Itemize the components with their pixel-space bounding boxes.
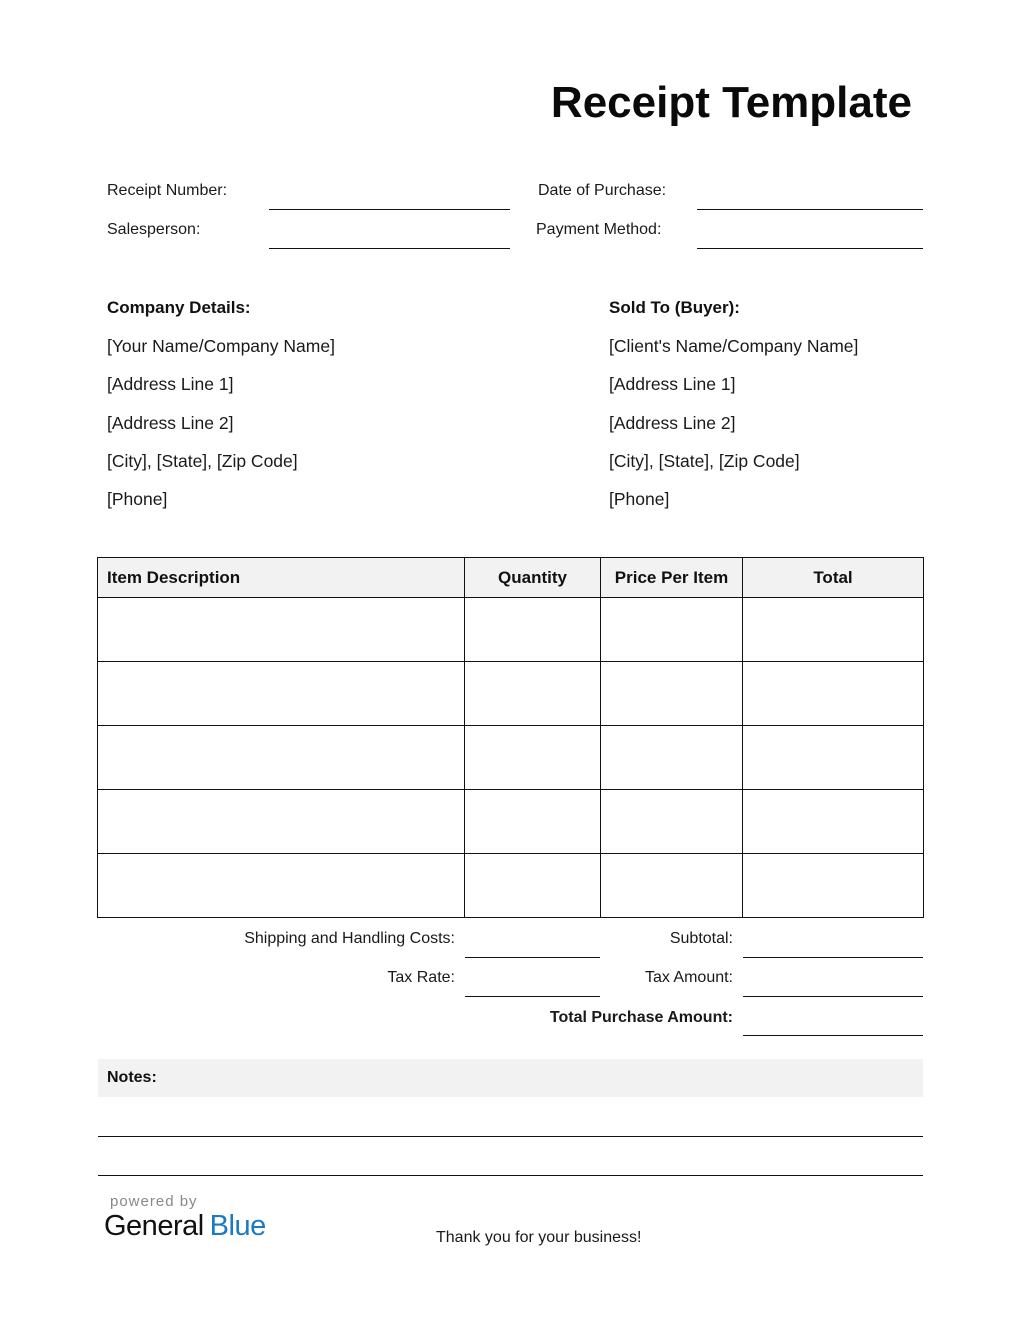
items-table (97, 557, 924, 918)
notes-line-1[interactable] (98, 1136, 923, 1137)
date-of-purchase-label: Date of Purchase: (538, 182, 667, 199)
column-item-description: Item Description (98, 558, 465, 598)
buyer-city-state-zip: [City], [State], [Zip Code] (609, 451, 800, 471)
total-cell[interactable] (743, 790, 924, 854)
item-description-cell[interactable] (98, 790, 465, 854)
column-price-per-item: Price Per Item (601, 558, 743, 598)
total-cell[interactable] (743, 662, 924, 726)
item-description-cell[interactable] (98, 662, 465, 726)
total-cell[interactable] (743, 854, 924, 918)
table-header-row (98, 558, 924, 598)
price-cell[interactable] (601, 662, 743, 726)
thank-you-message: Thank you for your business! (436, 1229, 642, 1246)
date-of-purchase-field[interactable] (697, 209, 923, 210)
shipping-label: Shipping and Handling Costs: (244, 930, 455, 947)
quantity-cell[interactable] (465, 598, 601, 662)
price-cell[interactable] (601, 598, 743, 662)
quantity-cell[interactable] (465, 790, 601, 854)
logo-blue: Blue (209, 1210, 266, 1242)
shipping-field[interactable] (465, 957, 600, 958)
column-total: Total (743, 558, 924, 598)
price-cell[interactable] (601, 790, 743, 854)
payment-method-label: Payment Method: (536, 221, 662, 238)
company-city-state-zip: [City], [State], [Zip Code] (107, 451, 298, 471)
column-quantity: Quantity (465, 558, 601, 598)
item-description-cell[interactable] (98, 726, 465, 790)
notes-label: Notes: (107, 1069, 157, 1086)
subtotal-label: Subtotal: (669, 930, 733, 947)
item-description-cell[interactable] (98, 854, 465, 918)
table-row (98, 790, 924, 854)
total-purchase-label: Total Purchase Amount: (549, 1009, 733, 1026)
price-cell[interactable] (601, 854, 743, 918)
item-description-cell[interactable] (98, 598, 465, 662)
quantity-cell[interactable] (465, 662, 601, 726)
salesperson-field[interactable] (269, 248, 510, 249)
salesperson-label: Salesperson: (107, 221, 201, 238)
buyer-name: [Client's Name/Company Name] (609, 336, 859, 356)
subtotal-field[interactable] (743, 957, 923, 958)
tax-amount-label: Tax Amount: (644, 969, 733, 986)
powered-by-text: powered by (110, 1193, 198, 1210)
company-details-heading: Company Details: (107, 298, 251, 317)
total-cell[interactable] (743, 598, 924, 662)
table-row (98, 854, 924, 918)
payment-method-field[interactable] (697, 248, 923, 249)
buyer-heading: Sold To (Buyer): (609, 298, 740, 317)
generalblue-logo (104, 1210, 266, 1243)
receipt-number-label: Receipt Number: (107, 182, 228, 199)
logo-general: General (104, 1210, 204, 1242)
company-address-2: [Address Line 2] (107, 413, 234, 433)
receipt-number-field[interactable] (269, 209, 510, 210)
tax-rate-label: Tax Rate: (387, 969, 455, 986)
buyer-phone: [Phone] (609, 489, 670, 509)
total-cell[interactable] (743, 726, 924, 790)
company-name: [Your Name/Company Name] (107, 336, 335, 356)
page-title: Receipt Template (550, 78, 912, 127)
tax-rate-field[interactable] (465, 996, 600, 997)
tax-amount-field[interactable] (743, 996, 923, 997)
quantity-cell[interactable] (465, 726, 601, 790)
company-address-1: [Address Line 1] (107, 374, 234, 394)
total-purchase-field[interactable] (743, 1035, 923, 1036)
table-row (98, 662, 924, 726)
buyer-address-1: [Address Line 1] (609, 374, 736, 394)
table-row (98, 598, 924, 662)
notes-line-2[interactable] (98, 1175, 923, 1176)
buyer-address-2: [Address Line 2] (609, 413, 736, 433)
company-phone: [Phone] (107, 489, 168, 509)
table-row (98, 726, 924, 790)
price-cell[interactable] (601, 726, 743, 790)
notes-header (98, 1059, 923, 1097)
quantity-cell[interactable] (465, 854, 601, 918)
